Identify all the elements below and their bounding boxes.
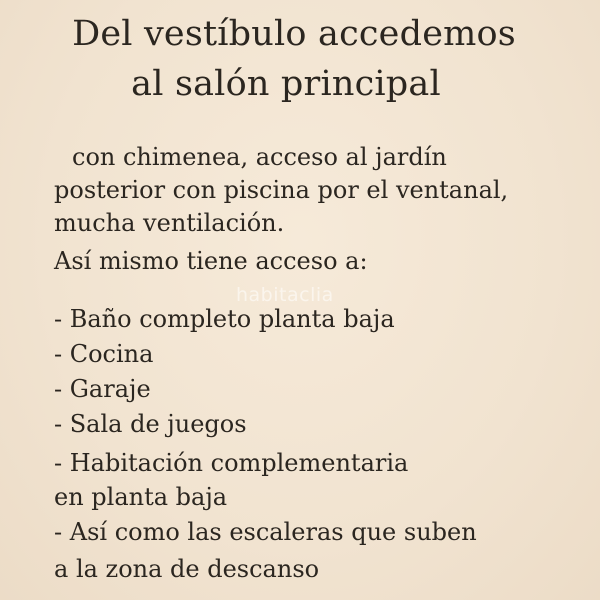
list-item: - Sala de juegos: [54, 410, 247, 438]
list-item: - Garaje: [54, 375, 151, 403]
page-title-line-2: al salón principal: [131, 64, 441, 104]
page-title-line-1: Del vestíbulo accedemos: [72, 14, 516, 54]
list-item: - Cocina: [54, 340, 154, 368]
watermark-logo: habitaclia: [236, 284, 334, 306]
list-item-continuation: a la zona de descanso: [54, 555, 320, 583]
intro-line-4: Así mismo tiene acceso a:: [54, 247, 368, 275]
list-item: - Baño completo planta baja: [54, 305, 395, 333]
intro-line-1: con chimenea, acceso al jardín: [72, 143, 447, 171]
list-item: - Habitación complementaria: [54, 449, 409, 477]
intro-line-3: mucha ventilación.: [54, 209, 285, 237]
list-item-continuation: en planta baja: [54, 483, 228, 511]
list-item: - Así como las escaleras que suben: [54, 518, 477, 546]
intro-line-2: posterior con piscina por el ventanal,: [54, 176, 509, 204]
